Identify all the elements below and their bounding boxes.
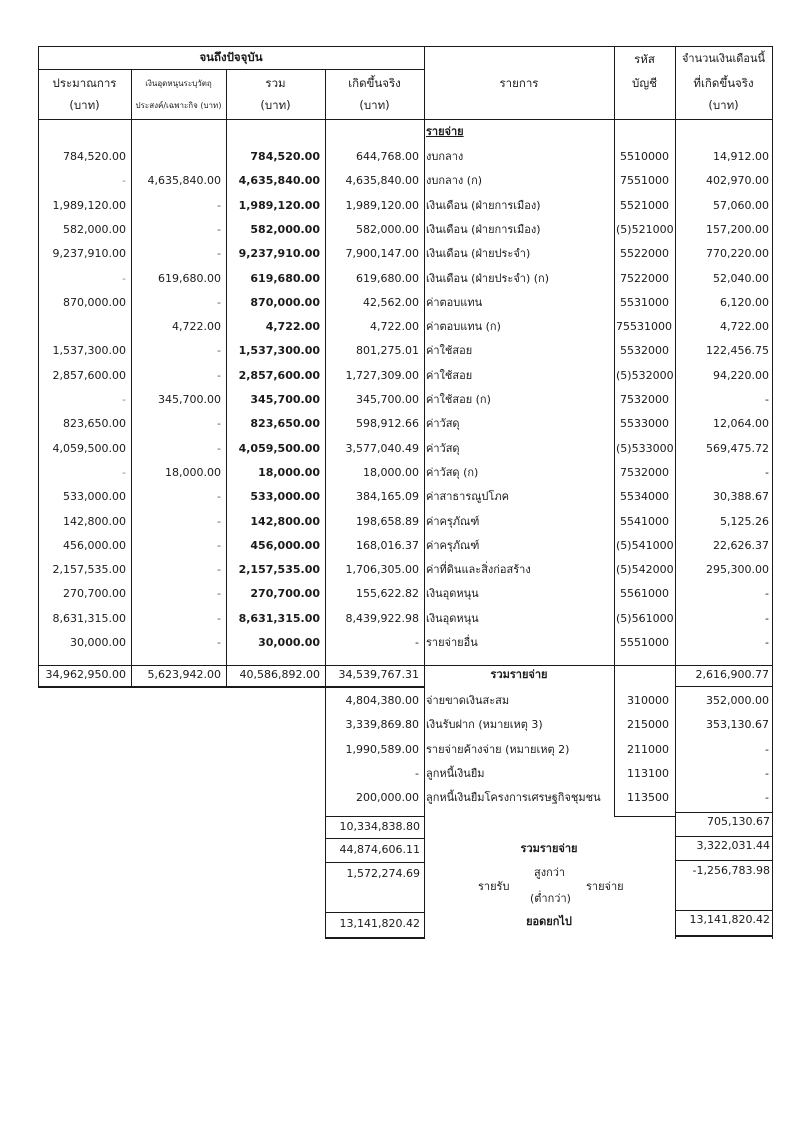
col-line-7 (772, 46, 773, 939)
row-month: 770,220.00 (706, 247, 769, 260)
row-reserve: - (217, 490, 221, 503)
row-actual: 168,016.37 (356, 539, 419, 552)
other-item: จ่ายขาดเงินสะสม (426, 694, 510, 707)
total-label: รวมรายจ่าย (490, 668, 548, 681)
row-item: เงินอุดหนุน (426, 587, 479, 600)
row-item: ค่าวัสดุ (ก) (426, 466, 479, 479)
row-reserve: - (217, 223, 221, 236)
header-budget: ประมาณการ (52, 76, 117, 90)
row-month: 94,220.00 (713, 369, 769, 382)
col-line-0 (38, 46, 39, 687)
col-line-3 (325, 69, 326, 939)
other-month: 352,000.00 (706, 694, 769, 707)
total-month: 2,616,900.77 (695, 668, 769, 681)
row-actual: 3,577,040.49 (345, 442, 419, 455)
row-total: 4,722.00 (265, 320, 320, 333)
other-item: ลูกหนี้เงินยืม (426, 767, 485, 780)
row-month: 22,626.37 (713, 539, 769, 552)
row-total: 533,000.00 (250, 490, 320, 503)
row-item: งบกลาง (426, 150, 464, 163)
row-total: 142,800.00 (250, 515, 320, 528)
row-month: - (765, 393, 769, 406)
section-title: รายจ่าย (426, 125, 464, 138)
subtotal-actual: 10,334,838.80 (339, 820, 420, 833)
row-code: 5551000 (620, 636, 669, 649)
row-month: 14,912.00 (713, 150, 769, 163)
other-code: 113500 (627, 791, 669, 804)
total-actual: 34,539,767.31 (338, 668, 419, 681)
row-budget: 582,000.00 (63, 223, 126, 236)
row-total: 2,857,600.00 (238, 369, 320, 382)
row-item: ค่าครุภัณฑ์ (426, 539, 480, 552)
row-item: ค่าใช้สอย (ก) (426, 393, 491, 406)
row-total: 582,000.00 (250, 223, 320, 236)
row-item: ค่าตอบแทน (ก) (426, 320, 501, 333)
row-reserve: - (217, 344, 221, 357)
row-total: 870,000.00 (250, 296, 320, 309)
header-group-title: จนถึงปัจจุบัน (199, 50, 263, 64)
row-month: 402,970.00 (706, 174, 769, 187)
code-column-bottom (614, 816, 676, 817)
diff-lower-label: (ต่ำกว่า) (530, 892, 571, 905)
other-code: 211000 (627, 743, 669, 756)
row-code: (5)532000 (616, 369, 674, 382)
row-code: 5533000 (620, 417, 669, 430)
col-line-4 (424, 46, 425, 939)
row-actual: 619,680.00 (356, 272, 419, 285)
row-budget: 9,237,910.00 (52, 247, 126, 260)
row-total: 9,237,910.00 (238, 247, 320, 260)
total-budget: 34,962,950.00 (45, 668, 126, 681)
header-month-unit: (บาท) (708, 98, 739, 112)
group-header-underline (38, 69, 424, 70)
row-reserve: 18,000.00 (165, 466, 221, 479)
row-month: 57,060.00 (713, 199, 769, 212)
row-budget: 270,700.00 (63, 587, 126, 600)
row-item: เงินเดือน (ฝ่ายการเมือง) (426, 199, 541, 212)
subtotal-top-line-left (325, 816, 425, 817)
row-total: 784,520.00 (250, 150, 320, 163)
row-total: 1,989,120.00 (238, 199, 320, 212)
row-month: - (765, 466, 769, 479)
row-actual: 1,727,309.00 (345, 369, 419, 382)
header-total: รวม (265, 76, 286, 90)
header-item: รายการ (499, 76, 539, 90)
row-budget: 2,157,535.00 (52, 563, 126, 576)
row-actual: 198,658.89 (356, 515, 419, 528)
other-item: ลูกหนี้เงินยืมโครงการเศรษฐกิจชุมชน (426, 791, 601, 804)
row-budget: - (122, 393, 126, 406)
header-month-line1: จำนวนเงินเดือนนี้ (681, 52, 766, 65)
row-item: เงินเดือน (ฝ่ายประจำ) (426, 247, 531, 260)
row-total: 823,650.00 (250, 417, 320, 430)
other-month: 353,130.67 (706, 718, 769, 731)
row-reserve: 619,680.00 (158, 272, 221, 285)
row-total: 619,680.00 (250, 272, 320, 285)
row-actual: 4,635,840.00 (345, 174, 419, 187)
row-code: (5)533000 (616, 442, 674, 455)
row-actual: 155,622.82 (356, 587, 419, 600)
row-code: 5534000 (620, 490, 669, 503)
row-item: ค่าวัสดุ (426, 417, 460, 430)
row-code: (5)521000 (616, 223, 674, 236)
row-actual: 384,165.09 (356, 490, 419, 503)
other-actual: 4,804,380.00 (345, 694, 419, 707)
row-budget: 4,059,500.00 (52, 442, 126, 455)
row-reserve: - (217, 442, 221, 455)
row-budget: 784,520.00 (63, 150, 126, 163)
diff-higher-label: สูงกว่า (534, 866, 566, 879)
row-code: 75531000 (616, 320, 672, 333)
row-month: 569,475.72 (706, 442, 769, 455)
totals-bottom-border-right (675, 686, 772, 687)
row-item: ค่าที่ดินและสิ่งก่อสร้าง (426, 563, 531, 576)
row-item: ค่าตอบแทน (426, 296, 483, 309)
row-actual: 1,989,120.00 (345, 199, 419, 212)
row-budget: - (122, 272, 126, 285)
row-budget: 870,000.00 (63, 296, 126, 309)
diff-month: -1,256,783.98 (692, 864, 770, 877)
row-code: 5532000 (620, 344, 669, 357)
row-reserve: - (217, 417, 221, 430)
diff-expense-label: รายจ่าย (586, 880, 624, 893)
header-bottom-border (38, 119, 772, 120)
row-reserve: 345,700.00 (158, 393, 221, 406)
subtotal-top-line-right (675, 812, 772, 813)
carry-bottom-line-left (325, 937, 425, 939)
row-actual: 598,912.66 (356, 417, 419, 430)
row-actual: 582,000.00 (356, 223, 419, 236)
row-code: 7522000 (620, 272, 669, 285)
grand-top-line-left (325, 838, 425, 839)
other-code: 215000 (627, 718, 669, 731)
header-total-unit: (บาท) (260, 98, 291, 112)
row-total: 2,157,535.00 (238, 563, 320, 576)
row-reserve: 4,635,840.00 (147, 174, 221, 187)
grand-actual: 44,874,606.11 (339, 843, 420, 856)
row-item: ค่าใช้สอย (426, 369, 473, 382)
row-code: 7532000 (620, 466, 669, 479)
subtotal-month: 705,130.67 (707, 815, 770, 828)
totals-top-border (38, 665, 772, 666)
carry-label: ยอดยกไป (526, 915, 572, 928)
header-code-line2: บัญชี (632, 76, 657, 90)
row-code: 5522000 (620, 247, 669, 260)
row-month: 295,300.00 (706, 563, 769, 576)
row-reserve: - (217, 515, 221, 528)
row-budget: 30,000.00 (70, 636, 126, 649)
carry-month: 13,141,820.42 (689, 913, 770, 926)
row-reserve: - (217, 247, 221, 260)
other-code: 113100 (627, 767, 669, 780)
row-code: 5510000 (620, 150, 669, 163)
row-actual: 18,000.00 (363, 466, 419, 479)
carry-actual: 13,141,820.42 (339, 917, 420, 930)
row-month: 4,722.00 (720, 320, 769, 333)
row-actual: 801,275.01 (356, 344, 419, 357)
carry-top-line-right (675, 910, 772, 911)
row-total: 345,700.00 (250, 393, 320, 406)
row-code: (5)541000 (616, 539, 674, 552)
row-total: 8,631,315.00 (238, 612, 320, 625)
row-item: ค่าครุภัณฑ์ (426, 515, 480, 528)
row-month: - (765, 612, 769, 625)
row-actual: 42,562.00 (363, 296, 419, 309)
row-code: 5531000 (620, 296, 669, 309)
header-code-line1: รหัส (634, 52, 655, 66)
row-total: 456,000.00 (250, 539, 320, 552)
row-actual: - (415, 636, 419, 649)
row-item: เงินเดือน (ฝ่ายการเมือง) (426, 223, 541, 236)
row-code: 5541000 (620, 515, 669, 528)
row-reserve: - (217, 199, 221, 212)
grand-month: 3,322,031.44 (696, 839, 770, 852)
row-item: ค่าใช้สอย (426, 344, 473, 357)
header-month-line2: ที่เกิดขึ้นจริง (693, 76, 754, 90)
header-actual: เกิดขึ้นจริง (348, 76, 401, 90)
header-actual-unit: (บาท) (359, 98, 390, 112)
carry-top-line-left (325, 912, 425, 913)
other-actual: - (415, 767, 419, 780)
other-actual: 200,000.00 (356, 791, 419, 804)
other-item: รายจ่ายค้างจ่าย (หมายเหตุ 2) (426, 743, 570, 756)
row-actual: 7,900,147.00 (345, 247, 419, 260)
row-budget: 2,857,600.00 (52, 369, 126, 382)
row-budget: 1,537,300.00 (52, 344, 126, 357)
row-actual: 1,706,305.00 (345, 563, 419, 576)
row-reserve: - (217, 612, 221, 625)
row-month: - (765, 636, 769, 649)
other-month: - (765, 791, 769, 804)
row-item: เงินอุดหนุน (426, 612, 479, 625)
row-budget: - (122, 174, 126, 187)
row-code: 5561000 (620, 587, 669, 600)
totals-bottom-border-left (38, 686, 424, 688)
row-total: 4,635,840.00 (238, 174, 320, 187)
grand-top-line-right (675, 836, 772, 837)
row-month: - (765, 587, 769, 600)
row-reserve: - (217, 539, 221, 552)
other-actual: 3,339,869.80 (345, 718, 419, 731)
other-month: - (765, 767, 769, 780)
diff-actual: 1,572,274.69 (346, 867, 420, 880)
row-month: 122,456.75 (706, 344, 769, 357)
row-reserve: - (217, 563, 221, 576)
row-budget: 823,650.00 (63, 417, 126, 430)
row-reserve: 4,722.00 (172, 320, 221, 333)
row-month: 157,200.00 (706, 223, 769, 236)
row-reserve: - (217, 296, 221, 309)
row-total: 18,000.00 (258, 466, 320, 479)
table-top-border (38, 46, 772, 47)
row-actual: 345,700.00 (356, 393, 419, 406)
row-month: 6,120.00 (720, 296, 769, 309)
row-item: ค่าสาธารณูปโภค (426, 490, 509, 503)
other-item: เงินรับฝาก (หมายเหตุ 3) (426, 718, 543, 731)
row-budget: 456,000.00 (63, 539, 126, 552)
row-budget: 142,800.00 (63, 515, 126, 528)
row-reserve: - (217, 369, 221, 382)
col-line-1 (131, 69, 132, 687)
row-actual: 8,439,922.98 (345, 612, 419, 625)
row-total: 4,059,500.00 (238, 442, 320, 455)
col-line-5 (614, 46, 615, 817)
other-actual: 1,990,589.00 (345, 743, 419, 756)
total-reserve: 5,623,942.00 (147, 668, 221, 681)
row-month: 12,064.00 (713, 417, 769, 430)
diff-income-label: รายรับ (478, 880, 510, 893)
row-total: 1,537,300.00 (238, 344, 320, 357)
row-reserve: - (217, 587, 221, 600)
other-month: - (765, 743, 769, 756)
row-month: 52,040.00 (713, 272, 769, 285)
row-budget: 1,989,120.00 (52, 199, 126, 212)
grand-bottom-line-right (675, 860, 772, 861)
row-code: 7532000 (620, 393, 669, 406)
row-reserve: - (217, 636, 221, 649)
total-total: 40,586,892.00 (239, 668, 320, 681)
row-code: 5521000 (620, 199, 669, 212)
row-month: 30,388.67 (713, 490, 769, 503)
row-budget: - (122, 466, 126, 479)
header-reserve-line2: ประสงค์/เฉพาะกิจ (บาท) (135, 101, 222, 110)
row-item: ค่าวัสดุ (426, 442, 460, 455)
row-item: งบกลาง (ก) (426, 174, 483, 187)
row-total: 30,000.00 (258, 636, 320, 649)
row-code: 7551000 (620, 174, 669, 187)
header-budget-unit: (บาท) (69, 98, 100, 112)
row-item: รายจ่ายอื่น (426, 636, 478, 649)
row-code: (5)561000 (616, 612, 674, 625)
row-total: 270,700.00 (250, 587, 320, 600)
header-reserve-line1: เงินอุดหนุนระบุวัตถุ (145, 79, 212, 88)
row-budget: 8,631,315.00 (52, 612, 126, 625)
other-code: 310000 (627, 694, 669, 707)
row-budget: 533,000.00 (63, 490, 126, 503)
row-month: 5,125.26 (720, 515, 769, 528)
grand-label: รวมรายจ่าย (520, 842, 578, 855)
col-line-6 (675, 46, 676, 939)
grand-bottom-line-left (325, 862, 425, 863)
row-actual: 4,722.00 (370, 320, 419, 333)
row-code: (5)542000 (616, 563, 674, 576)
row-item: เงินเดือน (ฝ่ายประจำ) (ก) (426, 272, 549, 285)
row-actual: 644,768.00 (356, 150, 419, 163)
carry-bottom-line-right (675, 935, 773, 937)
